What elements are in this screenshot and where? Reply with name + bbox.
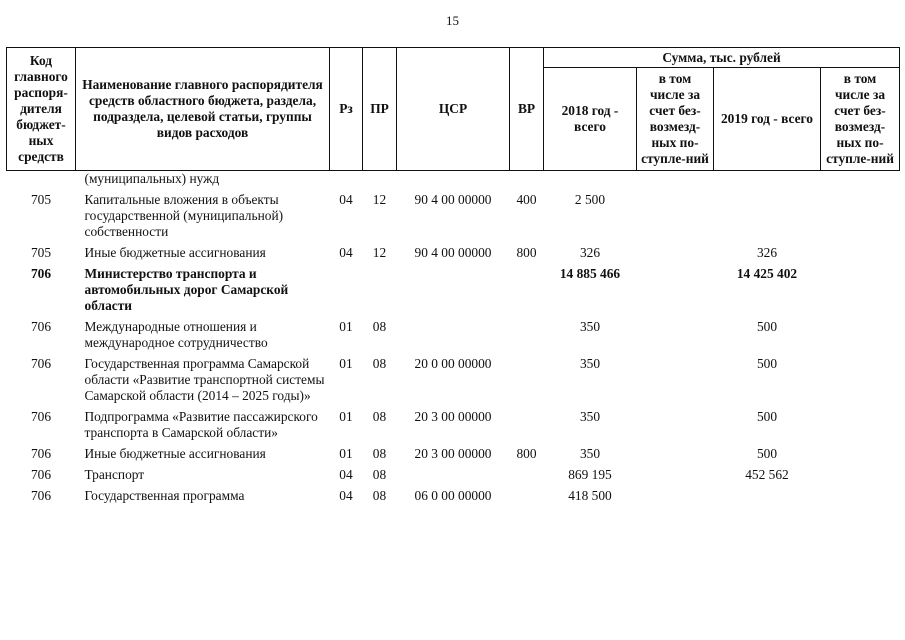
- cell-code: 705: [30, 245, 52, 260]
- cell-2019-total: 500: [756, 409, 778, 424]
- cell-vr: 800: [516, 245, 537, 260]
- header-2018-free: в том числе за счет без-возмезд-ных по-ступле-ний: [637, 68, 714, 171]
- table-row: [7, 171, 900, 190]
- cell-vr: [510, 171, 544, 190]
- cell-2018-total: 326: [579, 245, 601, 260]
- cell-pr: 08: [372, 446, 387, 461]
- cell-rz: [330, 171, 363, 190]
- cell-rz: 01: [339, 446, 353, 461]
- cell-2018-total: 350: [579, 356, 601, 371]
- cell-2018-free: [637, 464, 714, 485]
- cell-name: Капитальные вложения в объекты государственной (муниципальной) собственности: [84, 192, 284, 239]
- cell-2019-total: [714, 485, 821, 506]
- cell-csr: 90 4 00 00000: [414, 245, 492, 260]
- cell-csr: [397, 171, 510, 190]
- cell-2018-total: 350: [579, 409, 601, 424]
- cell-vr: 400: [516, 192, 537, 207]
- cell-vr: [510, 316, 544, 353]
- cell-2019-total: 500: [756, 319, 778, 334]
- cell-rz: 04: [339, 467, 353, 482]
- cell-rz: 04: [339, 488, 353, 503]
- header-rz: Рз: [330, 48, 363, 171]
- cell-pr: 08: [372, 409, 387, 424]
- cell-code: 706: [30, 488, 52, 503]
- cell-name: (муниципальных) нужд: [84, 171, 220, 186]
- cell-rz: 01: [339, 319, 353, 334]
- cell-name: Международные отношения и международное сотрудничество: [84, 319, 268, 350]
- cell-2019-free: [821, 485, 900, 506]
- table-header: [7, 48, 900, 171]
- header-2019-free: в том числе за счет без-возмезд-ных по-ступле-ний: [821, 68, 900, 171]
- cell-2019-total: 500: [756, 356, 778, 371]
- cell-2018-total: 14 885 466: [559, 266, 621, 281]
- table-row: [7, 242, 900, 263]
- cell-name: Государственная программа Самарской области «Развитие транспортной системы Самарской области (2014 – 2025 годы)»: [84, 356, 325, 403]
- cell-csr: [397, 263, 510, 316]
- cell-2018-total: [544, 171, 637, 190]
- cell-rz: 04: [339, 245, 353, 260]
- header-vr: ВР: [510, 48, 544, 171]
- cell-2019-free: [821, 171, 900, 190]
- cell-2018-total: 2 500: [574, 192, 606, 207]
- cell-2018-free: [637, 171, 714, 190]
- cell-code: 706: [30, 467, 52, 482]
- cell-2018-total: 350: [579, 319, 601, 334]
- cell-rz: [330, 263, 363, 316]
- table-row: [7, 443, 900, 464]
- cell-name: Транспорт: [84, 467, 145, 482]
- cell-2018-free: [637, 353, 714, 406]
- cell-2019-free: [821, 316, 900, 353]
- cell-vr: [510, 485, 544, 506]
- cell-name: Министерство транспорта и автомобильных дорог Самарской области: [84, 266, 289, 313]
- cell-2019-free: [821, 443, 900, 464]
- cell-rz: 04: [339, 192, 353, 207]
- table-row: [7, 316, 900, 353]
- header-sum-group: Сумма, тыс. рублей: [544, 48, 900, 68]
- table-row: [7, 406, 900, 443]
- header-csr: ЦСР: [397, 48, 510, 171]
- cell-csr: 90 4 00 00000: [414, 192, 492, 207]
- cell-vr: [510, 464, 544, 485]
- cell-csr: [397, 316, 510, 353]
- cell-2019-total: [714, 171, 821, 190]
- cell-2019-free: [821, 189, 900, 242]
- header-code: Код главного распоря-дителя бюджет-ных средств: [7, 48, 76, 171]
- table-row: [7, 353, 900, 406]
- cell-2018-free: [637, 242, 714, 263]
- cell-2019-free: [821, 464, 900, 485]
- cell-csr: 20 3 00 00000: [414, 446, 492, 461]
- cell-2019-free: [821, 353, 900, 406]
- cell-code: [7, 171, 76, 190]
- cell-code: 706: [30, 319, 52, 334]
- table-row: [7, 485, 900, 506]
- cell-rz: 01: [339, 356, 353, 371]
- cell-vr: [510, 353, 544, 406]
- cell-2019-total: [714, 189, 821, 242]
- cell-2018-free: [637, 189, 714, 242]
- header-name: Наименование главного распорядителя средств областного бюджета, раздела, подраздела, целевой статьи, группы видов расходов: [76, 48, 330, 171]
- header-2019-total: 2019 год - всего: [714, 68, 821, 171]
- cell-pr: [363, 263, 397, 316]
- cell-2019-total: 14 425 402: [736, 266, 798, 281]
- cell-2019-free: [821, 406, 900, 443]
- cell-2019-total: 452 562: [745, 467, 789, 482]
- table-row: [7, 464, 900, 485]
- cell-name: Иные бюджетные ассигнования: [84, 446, 266, 461]
- budget-table: [6, 47, 900, 506]
- cell-2018-free: [637, 485, 714, 506]
- cell-name: Государственная программа: [84, 488, 245, 503]
- header-pr: ПР: [363, 48, 397, 171]
- cell-rz: 01: [339, 409, 353, 424]
- cell-2018-free: [637, 443, 714, 464]
- cell-pr: [363, 171, 397, 190]
- cell-2018-total: 350: [579, 446, 601, 461]
- cell-2018-total: 869 195: [568, 467, 612, 482]
- cell-2018-total: 418 500: [568, 488, 612, 503]
- cell-2018-free: [637, 406, 714, 443]
- cell-code: 706: [30, 266, 52, 281]
- cell-code: 706: [30, 409, 52, 424]
- cell-csr: 20 0 00 00000: [414, 356, 492, 371]
- cell-2018-free: [637, 316, 714, 353]
- cell-2018-free: [637, 263, 714, 316]
- cell-code: 706: [30, 446, 52, 461]
- cell-code: 705: [30, 192, 52, 207]
- cell-csr: [397, 464, 510, 485]
- cell-vr: [510, 406, 544, 443]
- cell-2019-total: 326: [756, 245, 778, 260]
- cell-vr: 800: [516, 446, 537, 461]
- table-row: [7, 189, 900, 242]
- table-row: [7, 263, 900, 316]
- cell-2019-total: 500: [756, 446, 778, 461]
- table-body: [7, 171, 900, 507]
- cell-name: Подпрограмма «Развитие пассажирского транспорта в Самарской области»: [84, 409, 318, 440]
- cell-csr: 20 3 00 00000: [414, 409, 492, 424]
- page-number: 15: [446, 13, 459, 28]
- cell-2019-free: [821, 242, 900, 263]
- cell-pr: 12: [372, 192, 387, 207]
- cell-csr: 06 0 00 00000: [414, 488, 492, 503]
- cell-pr: 08: [372, 319, 387, 334]
- cell-code: 706: [30, 356, 52, 371]
- cell-vr: [510, 263, 544, 316]
- cell-2019-free: [821, 263, 900, 316]
- cell-pr: 08: [372, 356, 387, 371]
- header-2018-total: 2018 год - всего: [544, 68, 637, 171]
- cell-pr: 08: [372, 488, 387, 503]
- cell-pr: 08: [372, 467, 387, 482]
- cell-name: Иные бюджетные ассигнования: [84, 245, 266, 260]
- cell-pr: 12: [372, 245, 387, 260]
